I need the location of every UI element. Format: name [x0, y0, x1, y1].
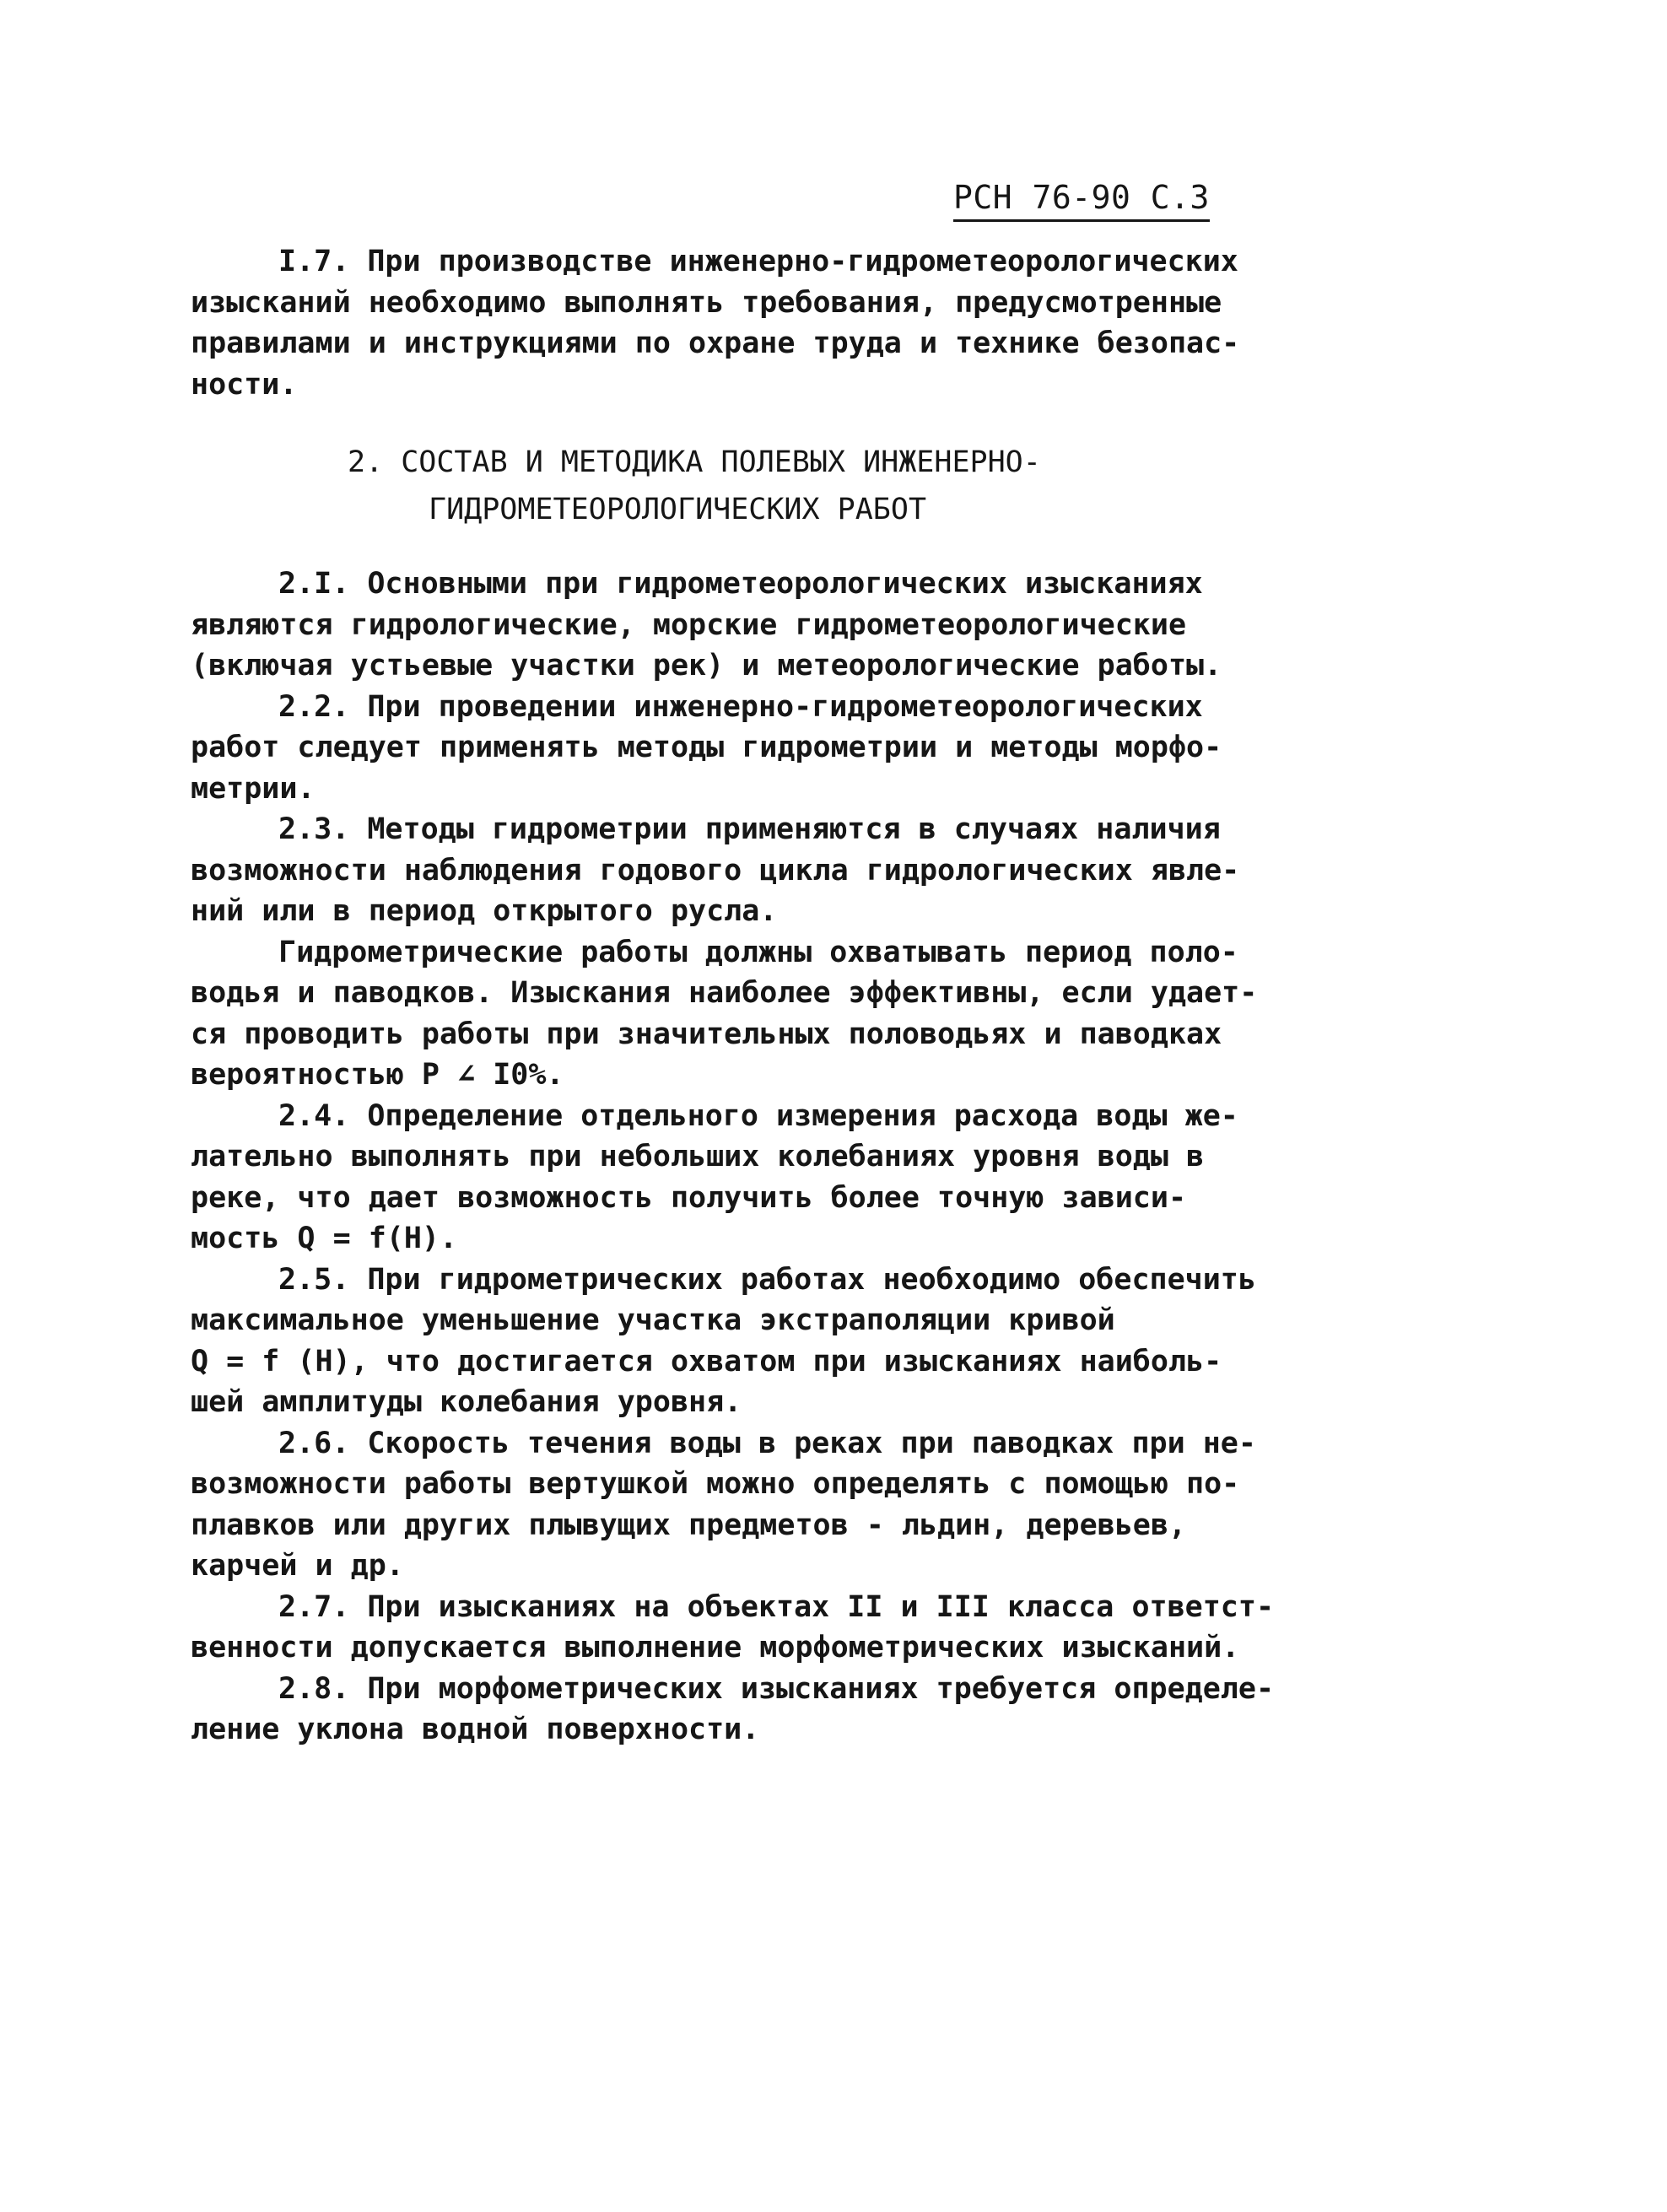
text-line: венности допускается выполнение морфометрических изысканий. [191, 1631, 1240, 1664]
text-line: (включая устьевые участки рек) и метеорологические работы. [191, 649, 1222, 682]
section-1-7-paragraph [191, 241, 1240, 405]
text-line: ление уклона водной поверхности. [191, 1713, 760, 1746]
text-line: метрии. [191, 771, 316, 806]
text-line: вероятностью Р ∠ I0%. [191, 1058, 564, 1092]
text-line: карчей и др. [191, 1549, 404, 1583]
text-line: ся проводить работы при значительных половодьях и паводках [191, 1017, 1222, 1051]
text-line: максимальное уменьшение участка экстраполяции кривой [191, 1303, 1115, 1337]
text-line: 2.I. Основными при гидрометеорологических изысканиях [278, 567, 1203, 601]
text-line: 2.3. Методы гидрометрии применяются в случаях наличия [278, 812, 1221, 846]
text-line: лательно выполнять при небольших колебаниях уровня воды в [191, 1140, 1205, 1173]
text-line: I.7. При производстве инженерно-гидрометеорологических [278, 245, 1238, 278]
text-line: Гидрометрические работы должны охватывать период поло- [278, 935, 1238, 969]
text-line: шей амплитуды колебания уровня. [191, 1385, 742, 1419]
text-line: плавков или других плывущих предметов - льдин, деревьев, [191, 1508, 1187, 1542]
text-line: реке, что дает возможность получить более точную зависи- [191, 1180, 1187, 1215]
text-line: Q = f (H), что достигается охватом при изысканиях наиболь- [191, 1344, 1222, 1378]
text-line: правилами и инструкциями по охране труда и технике безопас- [191, 326, 1240, 360]
text-line: 2.7. При изысканиях на объектах II и III класса ответст- [278, 1589, 1275, 1624]
text-line: изысканий необходимо выполнять требования, предусмотренные [191, 285, 1222, 320]
section-2-heading [191, 439, 1203, 533]
text-line: 2.8. При морфометрических изысканиях требуется определе- [278, 1671, 1275, 1706]
document-code-header: РСН 76-90 С.3 [953, 177, 1210, 222]
heading-line-2: ГИДРОМЕТЕОРОЛОГИЧЕСКИХ РАБОТ [429, 493, 927, 526]
text-line: 2.4. Определение отдельного измерения расхода воды же- [278, 1098, 1238, 1133]
text-line: 2.2. При проведении инженерно-гидрометеорологических [278, 689, 1203, 724]
text-line: возможности работы вертушкой можно определять с помощью по- [191, 1467, 1240, 1501]
text-line: работ следует применять методы гидрометрии и методы морфо- [191, 731, 1222, 764]
text-line: ности. [191, 367, 298, 402]
text-line: водья и паводков. Изыскания наиболее эффективны, если удает- [191, 976, 1258, 1010]
heading-line-1: 2. СОСТАВ И МЕТОДИКА ПОЛЕВЫХ ИНЖЕНЕРНО- [348, 445, 1041, 479]
text-line: 2.5. При гидрометрических работах необходимо обеспечить [278, 1262, 1256, 1297]
text-line: ний или в период открытого русла. [191, 894, 778, 928]
text-line: мость Q = f(H). [191, 1222, 458, 1255]
text-line: являются гидрологические, морские гидрометеорологические [191, 607, 1187, 642]
text-line: возможности наблюдения годового цикла гидрологических явле- [191, 853, 1240, 887]
text-line: 2.6. Скорость течения воды в реках при паводках при не- [278, 1426, 1256, 1460]
section-2-body [191, 564, 1275, 1751]
